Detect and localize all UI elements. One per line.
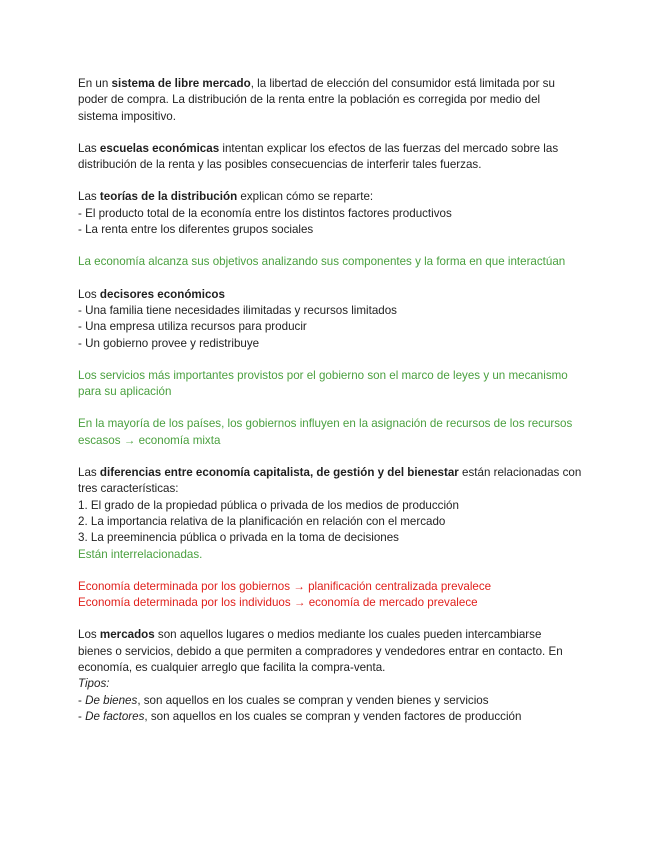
list-item: 1. El grado de la propiedad pública o privada de los medios de producción	[78, 498, 459, 512]
list-item: - Una empresa utiliza recursos para producir	[78, 320, 307, 334]
list-item: - Una familia tiene necesidades ilimitadas y recursos limitados	[78, 303, 397, 317]
text: Las	[78, 466, 100, 480]
bold-term: decisores económicos	[99, 287, 225, 301]
italic-term: De factores	[85, 709, 145, 723]
text-line: En la mayoría de los países, los gobiernos influyen en la asignación de recursos de los recursos	[78, 417, 573, 431]
text-line: Economía determinada por los individuos → economía de mercado prevalece	[78, 596, 478, 610]
text: En un	[78, 77, 112, 90]
paragraph-libre-mercado	[78, 76, 588, 125]
text-line: La economía alcanza sus objetivos analizando sus componentes y la forma en que interactúan	[78, 255, 566, 269]
list-item: - El producto total de la economía entre los distintos factores productivos	[78, 206, 452, 220]
text: Los	[78, 287, 100, 301]
paragraph-diferencias	[78, 465, 588, 563]
note-green	[78, 416, 588, 449]
text-line: distribución de la renta y las posibles consecuencias de interferir tales fuerzas.	[78, 158, 482, 172]
document-page	[78, 76, 588, 725]
list-item: - Un gobierno provee y redistribuye	[78, 336, 260, 350]
list-item: - De factores, son aquellos en los cuales se compran y venden factores de producción	[78, 709, 522, 723]
text-line: bienes o servicios, debido a que permiten a compradores y vendedores entrar en contacto. En	[78, 644, 563, 658]
bold-term: escuelas económicas	[99, 141, 220, 155]
text: Las	[78, 141, 100, 155]
text-line: tres características:	[78, 482, 179, 496]
paragraph-decisores	[78, 287, 588, 352]
paragraph-mercados	[78, 627, 588, 725]
text: son aquellos lugares o medios mediante los cuales pueden intercambiarse	[154, 628, 542, 642]
text-line: poder de compra. La distribución de la renta entre la población es corregida por medio del	[78, 93, 541, 107]
text-line: economía, es cualquier arreglo que facilita la compra-venta.	[78, 661, 386, 675]
bold-term: sistema de libre mercado	[111, 77, 251, 90]
paragraph-escuelas	[78, 141, 588, 174]
text-line: escasos → economía mixta	[78, 433, 221, 447]
bold-term: mercados	[99, 628, 155, 642]
text: , la libertad de elección del consumidor está limitada por su	[250, 77, 555, 90]
note-green-line: Están interrelacionadas.	[78, 547, 203, 561]
bold-term: teorías de la distribución	[99, 190, 238, 204]
italic-label: Tipos:	[78, 677, 110, 691]
note-green	[78, 368, 588, 401]
italic-term: De bienes	[85, 693, 138, 707]
note-green	[78, 254, 588, 270]
text-line: Los servicios más importantes provistos por el gobierno son el marco de leyes y un mecanismo	[78, 368, 568, 382]
note-red	[78, 579, 588, 612]
bold-term: diferencias entre economía capitalista, de gestión y del bienestar	[99, 466, 459, 480]
text: están relacionadas con	[458, 466, 582, 480]
text: Las	[78, 190, 100, 204]
list-item: - La renta entre los diferentes grupos sociales	[78, 223, 314, 237]
text: intentan explicar los efectos de las fuerzas del mercado sobre las	[219, 141, 559, 155]
text-line: para su aplicación	[78, 385, 172, 399]
paragraph-teorias	[78, 189, 588, 238]
text-line: Economía determinada por los gobiernos → planificación centralizada prevalece	[78, 579, 492, 593]
list-item: 3. La preeminencia pública o privada en la toma de decisiones	[78, 531, 399, 545]
list-item: 2. La importancia relativa de la planificación en relación con el mercado	[78, 514, 446, 528]
text: explican cómo se reparte:	[237, 190, 374, 204]
text-line: sistema impositivo.	[78, 109, 176, 123]
text: Los	[78, 628, 100, 642]
list-item: - De bienes, son aquellos en los cuales se compran y venden bienes y servicios	[78, 693, 489, 707]
